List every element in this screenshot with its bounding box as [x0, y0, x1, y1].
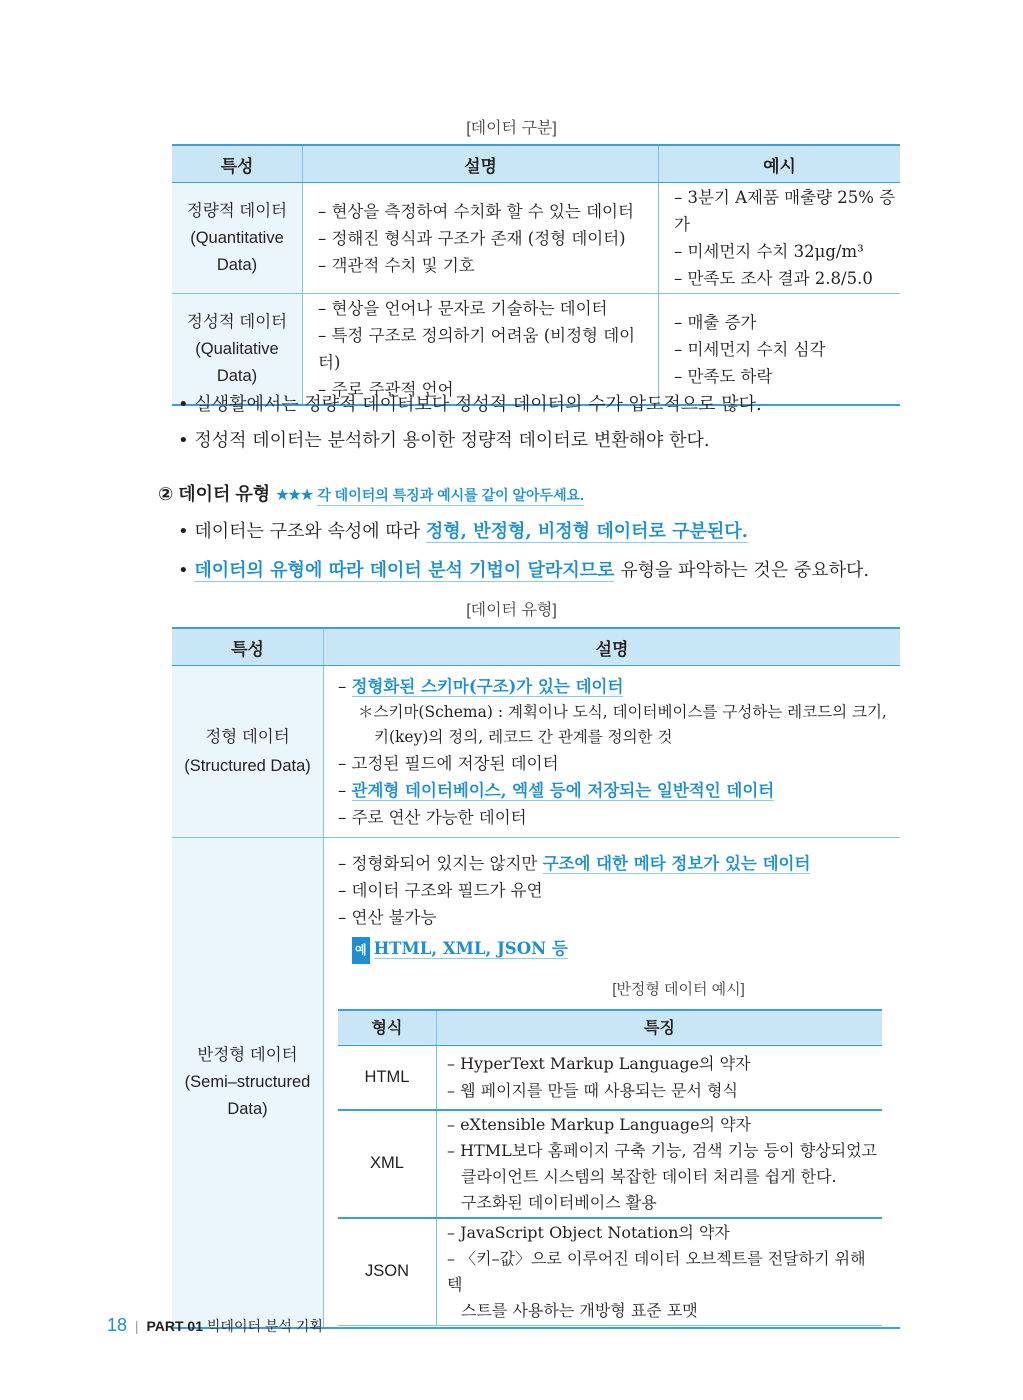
desc-line: – 현상을 측정하여 수치화 할 수 있는 데이터 — [318, 201, 634, 221]
feature-line: (Structured Data) — [184, 756, 311, 775]
schema-note: 키(key)의 정의, 레코드 간 관계를 정의한 것 — [374, 727, 673, 746]
feature-line: 반정형 데이터 — [197, 1045, 298, 1064]
semi-structured-example-table — [338, 1009, 882, 1326]
data-classification-table — [172, 144, 900, 406]
header-example: 예시 — [659, 145, 901, 183]
part-label: PART 01 — [146, 1318, 203, 1334]
bullet-text: • 데이터는 구조와 속성에 따라 — [178, 521, 426, 542]
desc-line: 정형화되어 있지는 않지만 — [351, 854, 543, 873]
bullet-text: 유형을 파악하는 것은 중요하다. — [614, 560, 870, 581]
section-heading — [158, 480, 584, 506]
feature-quantitative — [172, 183, 303, 294]
table1-caption: [데이터 구분] — [466, 120, 557, 137]
desc-quantitative — [303, 183, 659, 294]
feature-line: 구조화된 데이터베이스 활용 — [461, 1192, 657, 1212]
chapter-title: 빅데이터 분석 기획 — [206, 1318, 323, 1334]
format-xml: XML — [338, 1110, 437, 1218]
footer-separator: | — [134, 1318, 139, 1334]
feature-semi-structured — [172, 838, 324, 1328]
feature-line: – JavaScript Object Notation의 약자 — [447, 1222, 730, 1242]
desc-line: 주로 연산 가능한 데이터 — [351, 807, 527, 827]
section-title: ② 데이터 유형 — [158, 484, 271, 504]
example-line: – 매출 증가 — [674, 312, 757, 332]
feature-line: 클라이언트 시스템의 복잡한 데이터 처리를 쉽게 한다. — [461, 1166, 837, 1186]
feature-line: 스트를 사용하는 개방형 표준 포맷 — [461, 1300, 698, 1320]
study-tip: 각 데이터의 특징과 예시를 같이 알아두세요. — [317, 487, 584, 506]
header-description: 설명 — [324, 628, 901, 666]
structured-highlight: 관계형 데이터베이스, 엑셀 등에 저장되는 일반적인 데이터 — [351, 780, 775, 800]
desc-line: 고정된 필드에 저장된 데이터 — [351, 753, 559, 773]
desc-line: – 정해진 형식과 구조가 존재 (정형 데이터) — [318, 228, 626, 248]
feature-line: Data) — [216, 255, 258, 274]
example-line: – 미세먼지 수치 심각 — [674, 339, 826, 359]
feature-line: – 웹 페이지를 만들 때 사용되는 문서 형식 — [447, 1081, 738, 1101]
example-line: – 만족도 조사 결과 2.8/5.0 — [674, 269, 873, 288]
bullet-dot: • — [178, 560, 195, 581]
table2-caption: [데이터 유형] — [466, 602, 557, 619]
bullet-analysis — [178, 556, 869, 582]
bullet-structure — [178, 517, 748, 543]
feature-line: – eXtensible Markup Language의 약자 — [447, 1114, 752, 1134]
feature-line: (Qualitative — [195, 339, 279, 358]
feature-line: 정량적 데이터 — [186, 201, 288, 220]
feature-qualitative — [172, 294, 303, 406]
json-features — [437, 1218, 883, 1326]
subtable-caption: [반정형 데이터 예시] — [612, 981, 745, 998]
feature-line: (Semi–structured — [184, 1072, 311, 1091]
desc-line: 연산 불가능 — [351, 908, 437, 927]
bullet-convert: • 정성적 데이터는 분석하기 용이한 정량적 데이터로 변환해야 한다. — [178, 430, 710, 451]
data-type-table — [172, 627, 900, 1329]
feature-line: Data) — [227, 1099, 268, 1118]
desc-line: – 주로 주관적 언어 — [318, 380, 454, 399]
example-line: – 3분기 A제품 매출량 25% 증가 — [674, 188, 896, 234]
html-features — [437, 1046, 883, 1110]
sub-header-format: 형식 — [338, 1010, 437, 1046]
header-description: 설명 — [303, 145, 659, 183]
desc-semi-structured: – 정형화되어 있지는 않지만 구조에 대한 메타 정보가 있는 데이터 – 데이터 구조와 필드가 유연 – 연산 불가능 예 HTML, XML, JSON 등 [반정형 데이터 예시] 형식 특징 HTML – HyperText Markup Language의 약자 – 웹 페이지를 만들 때 사용되는 문서 형식 XML – eXtensible Markup Language의 약자 – HTML보다 홈페이지 구축 기능, 검색 기능 등이 향상되었고 클라이언트 시스템의 복잡한 데이터 처리를 쉽게 한다. 구조화된 데이터베이스 활용 JSON – JavaScript Object Notation의 약자 – 〈키–값〉으로 이루어진 데이터 오브젝트를 전달하기 위해 텍 스트를 사용하는 개방형 표준 포맷 — [324, 838, 901, 1328]
feature-line: – 〈키–값〉으로 이루어진 데이터 오브젝트를 전달하기 위해 텍 — [447, 1248, 866, 1294]
header-feature: 특성 — [172, 145, 303, 183]
desc-line: – 현상을 언어나 문자로 기술하는 데이터 — [318, 299, 608, 318]
feature-line: 정성적 데이터 — [186, 312, 288, 331]
desc-line: 데이터 구조와 필드가 유연 — [351, 881, 543, 900]
format-json: JSON — [338, 1218, 437, 1326]
bullet-highlight: 데이터의 유형에 따라 데이터 분석 기법이 달라지므로 — [194, 560, 615, 581]
semi-highlight: 구조에 대한 메타 정보가 있는 데이터 — [542, 854, 811, 873]
xml-features — [437, 1110, 883, 1218]
example-badge-icon: 예 — [352, 937, 370, 964]
feature-line: – HTML보다 홈페이지 구축 기능, 검색 기능 등이 향상되었고 — [447, 1140, 877, 1160]
header-feature: 특성 — [172, 628, 324, 666]
example-line: – 미세먼지 수치 32μg/m³ — [674, 242, 864, 261]
feature-line: (Quantitative — [190, 228, 284, 247]
example-qualitative — [659, 294, 901, 406]
example-formats: HTML, XML, JSON 등 — [373, 939, 568, 958]
feature-line: 정형 데이터 — [205, 727, 290, 746]
example-line: – 만족도 하락 — [674, 366, 773, 386]
format-html: HTML — [338, 1046, 437, 1110]
feature-line: – HyperText Markup Language의 약자 — [447, 1054, 751, 1074]
schema-note: ＊스키마(Schema) : 계획이나 도식, 데이터베이스를 구성하는 레코드의 크기, — [358, 702, 887, 721]
desc-structured: – 정형화된 스키마(구조)가 있는 데이터 ＊스키마(Schema) : 계획이나 도식, 데이터베이스를 구성하는 레코드의 크기, 키(key)의 정의, 레코드 간 관계를 정의한 것 – 고정된 필드에 저장된 데이터 – 관계형 데이터베이스, 엑셀 등에 저장되는 일반적인 데이터 – 주로 연산 가능한 데이터 — [324, 666, 901, 838]
star-rating-icon: ★★★ — [275, 487, 313, 504]
bullet-highlight: 정형, 반정형, 비정형 데이터로 구분된다. — [425, 521, 748, 542]
bullet-quantity: • 실생활에서는 정량적 데이터보다 정성적 데이터의 수가 압도적으로 많다. — [178, 394, 762, 415]
feature-line: Data) — [216, 366, 258, 385]
feature-structured — [172, 666, 324, 838]
page-footer — [107, 1315, 323, 1336]
example-quantitative — [659, 183, 901, 294]
desc-qualitative — [303, 294, 659, 406]
page-number: 18 — [107, 1315, 128, 1335]
sub-header-features: 특징 — [437, 1010, 883, 1046]
desc-line: – 특정 구조로 정의하기 어려움 (비정형 데이터) — [318, 326, 636, 372]
desc-line: – 객관적 수치 및 기호 — [318, 255, 475, 275]
structured-highlight: 정형화된 스키마(구조)가 있는 데이터 — [351, 676, 624, 696]
